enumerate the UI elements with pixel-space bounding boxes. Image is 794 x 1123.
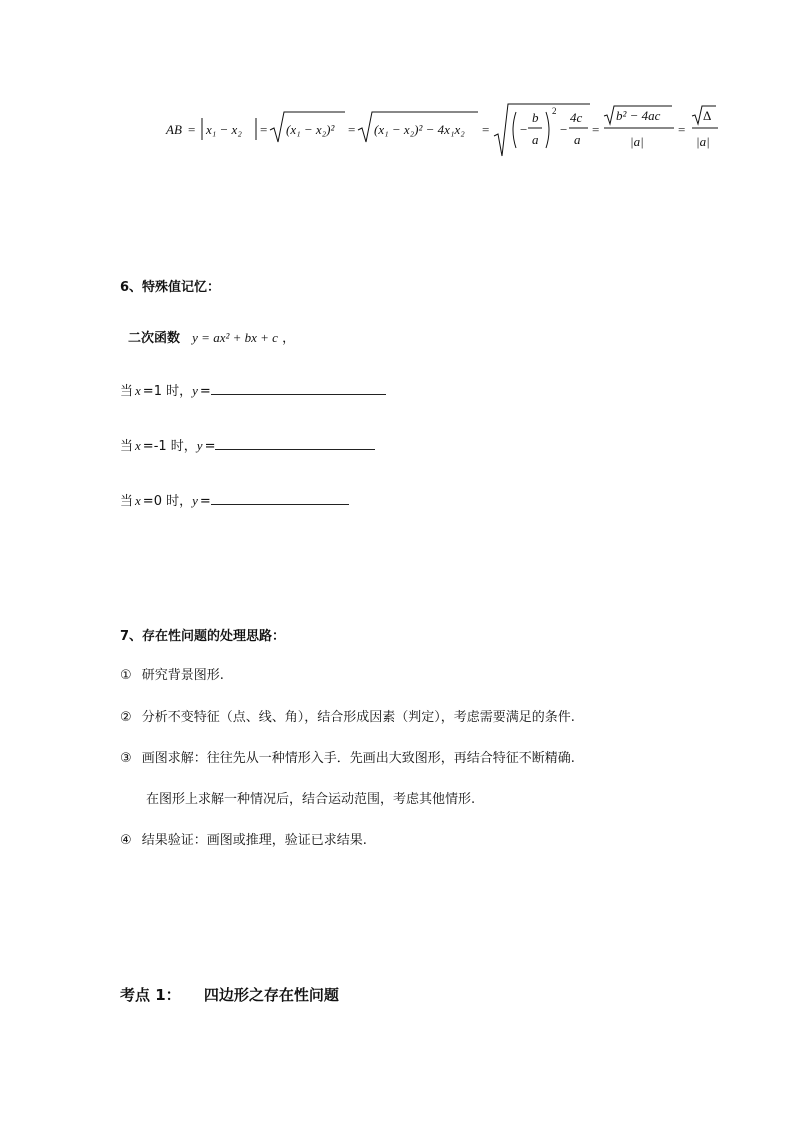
formula-eq-4: = <box>482 122 490 137</box>
formula-eq-1: = <box>188 122 196 137</box>
formula-lhs: AB <box>166 122 182 137</box>
step-item <box>120 706 575 725</box>
step-item <box>120 664 224 683</box>
answer-blank[interactable] <box>215 438 375 450</box>
formula-sqrt3-neg: − <box>520 122 528 137</box>
step-item <box>120 829 367 848</box>
section6-function-line <box>128 327 295 346</box>
formula-eq-6: = <box>678 122 686 137</box>
special-value-row <box>120 380 386 399</box>
step-number: ④ <box>120 833 132 848</box>
step-text: 结果验证：画图或推理，验证已求结果. <box>141 833 367 848</box>
formula-frac5-den: |a| <box>696 134 710 149</box>
kaodian-label: 考点 1： <box>120 986 181 1004</box>
formula-sqrt3-minus: − <box>560 122 568 137</box>
formula-sqrt2: (x₁ − x₂)² − 4x₁x₂ <box>374 122 465 137</box>
row-yvar: y <box>192 493 198 508</box>
answer-blank[interactable] <box>211 493 349 505</box>
step-number: ② <box>120 710 132 725</box>
kaodian-title: 四边形之存在性问题 <box>203 986 339 1004</box>
row-cond: =-1 时， <box>142 439 197 454</box>
formula-eq-3: = <box>348 122 356 137</box>
distance-formula-svg <box>160 100 730 160</box>
formula-sqrt1: (x₁ − x₂)² <box>286 122 335 137</box>
row-var: x <box>135 493 141 508</box>
step-number: ③ <box>120 751 132 766</box>
formula-sqrt3-frac1-num: b <box>532 110 539 125</box>
row-var: x <box>135 383 141 398</box>
formula-eq-5: = <box>592 122 600 137</box>
kaodian-heading <box>120 984 339 1005</box>
row-prefix: 当 <box>120 384 134 399</box>
step-number: ① <box>120 668 132 683</box>
formula-frac4-num: b² − 4ac <box>616 108 661 123</box>
row-eq: = <box>199 384 211 399</box>
formula-frac5-num: Δ <box>703 108 712 123</box>
row-eq: = <box>199 494 211 509</box>
step-text: 分析不变特征（点、线、角），结合形成因素（判定），考虑需要满足的条件. <box>141 710 575 725</box>
answer-blank[interactable] <box>211 383 386 395</box>
distance-formula <box>160 100 730 160</box>
special-value-row <box>120 435 375 454</box>
formula-sqrt3-frac2-den: a <box>574 132 581 147</box>
row-prefix: 当 <box>120 494 134 509</box>
formula-sqrt3-frac1-den: a <box>532 132 539 147</box>
function-label: 二次函数 <box>128 331 181 346</box>
step-text: 画图求解：往往先从一种情形入手．先画出大致图形，再结合特征不断精确. <box>141 751 575 766</box>
step-item <box>120 747 575 766</box>
row-yvar: y <box>192 383 198 398</box>
row-yvar: y <box>196 438 203 453</box>
row-cond: =1 时， <box>142 384 193 399</box>
row-cond: =0 时， <box>142 494 193 509</box>
formula-abs-expr: x₁ − x₂ <box>206 122 242 137</box>
row-eq: = <box>204 439 216 454</box>
formula-sqrt3-frac2-num: 4c <box>570 110 583 125</box>
step-text: 研究背景图形. <box>141 668 224 683</box>
row-prefix: 当 <box>120 439 134 454</box>
step-continuation <box>146 788 475 807</box>
special-value-row <box>120 490 349 509</box>
step-text: 在图形上求解一种情况后，结合运动范围，考虑其他情形. <box>146 792 476 807</box>
section7-heading: 7、存在性问题的处理思路： <box>120 629 286 644</box>
function-expr: y = ax² + bx + c <box>192 330 278 345</box>
formula-eq-2: = <box>260 122 268 137</box>
function-comma: ， <box>282 331 296 346</box>
formula-sqrt3-exp: 2 <box>552 106 557 116</box>
section6-heading: 6、特殊值记忆： <box>120 280 221 295</box>
row-var: x <box>135 438 141 453</box>
formula-frac4-den: |a| <box>630 134 644 149</box>
